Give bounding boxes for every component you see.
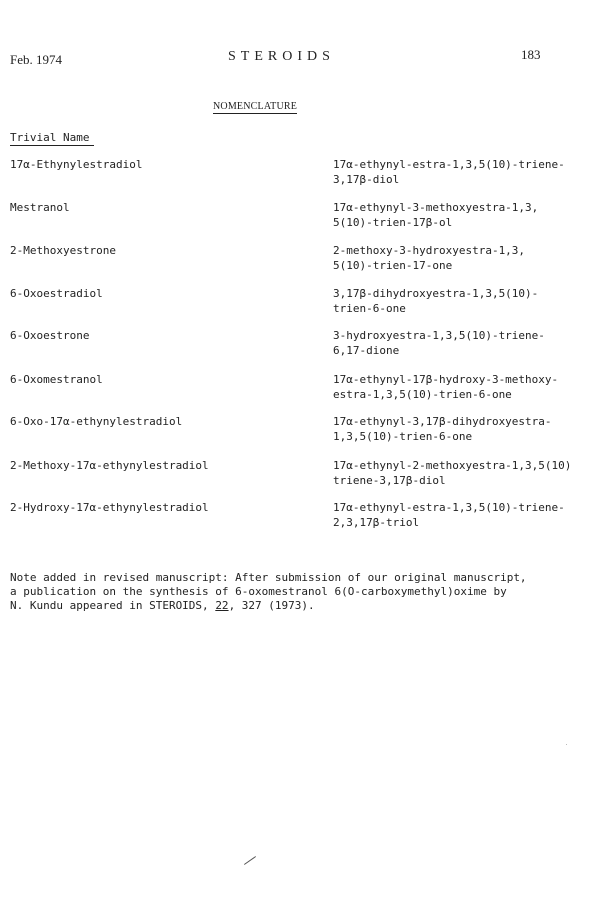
systematic-name: 17α-ethynyl-3,17β-dihydroxyestra- 1,3,5(10)-trien-6-one xyxy=(333,415,552,443)
stray-mark xyxy=(244,856,256,865)
systematic-name: 3,17β-dihydroxyestra-1,3,5(10)- trien-6-one xyxy=(333,287,539,315)
systematic-name: 17α-ethynyl-2-methoxyestra-1,3,5(10) triene-3,17β-diol xyxy=(333,459,572,487)
page-number: 183 xyxy=(521,47,541,62)
systematic-name: 3-hydroxyestra-1,3,5(10)-triene- 6,17-dione xyxy=(333,329,545,357)
note-text-before: Note added in revised manuscript: After submission of our original manuscript, a publication on the synthesis of 6-oxomestranol 6(O-carboxymethyl)oxime by N. Kundu appeared in STEROIDS, xyxy=(10,571,527,612)
trivial-name: 6-Oxo-17α-ethynylestradiol xyxy=(10,415,183,428)
revision-note xyxy=(10,571,600,613)
note-text-after: , 327 (1973). xyxy=(228,599,315,612)
systematic-name: 2-methoxy-3-hydroxyestra-1,3, 5(10)-trien-17-one xyxy=(333,244,526,272)
journal-title: STEROIDS xyxy=(228,49,335,64)
systematic-name: 17α-ethynyl-estra-1,3,5(10)-triene- 2,3,17β-triol xyxy=(333,501,565,529)
trivial-name: 2-Methoxyestrone xyxy=(10,244,116,257)
section-title: NOMENCLATURE xyxy=(213,101,298,112)
trivial-name: 2-Hydroxy-17α-ethynylestradiol xyxy=(10,501,209,514)
column-header-trivial-name: Trivial Name xyxy=(10,131,94,146)
trivial-name: 6-Oxomestranol xyxy=(10,373,103,386)
stray-dot xyxy=(566,744,567,745)
systematic-name: 17α-ethynyl-3-methoxyestra-1,3, 5(10)-trien-17β-ol xyxy=(333,201,539,229)
systematic-name: 17α-ethynyl-17β-hydroxy-3-methoxy- estra-1,3,5(10)-trien-6-one xyxy=(333,373,559,401)
trivial-name: 6-Oxoestradiol xyxy=(10,287,103,300)
trivial-name: 6-Oxoestrone xyxy=(10,329,90,342)
note-volume: 22 xyxy=(215,599,229,612)
trivial-name: 17α-Ethynylestradiol xyxy=(10,158,143,171)
trivial-name: Mestranol xyxy=(10,201,70,214)
systematic-name: 17α-ethynyl-estra-1,3,5(10)-triene- 3,17β-diol xyxy=(333,158,565,186)
header-date: Feb. 1974 xyxy=(10,52,62,67)
trivial-name: 2-Methoxy-17α-ethynylestradiol xyxy=(10,459,209,472)
